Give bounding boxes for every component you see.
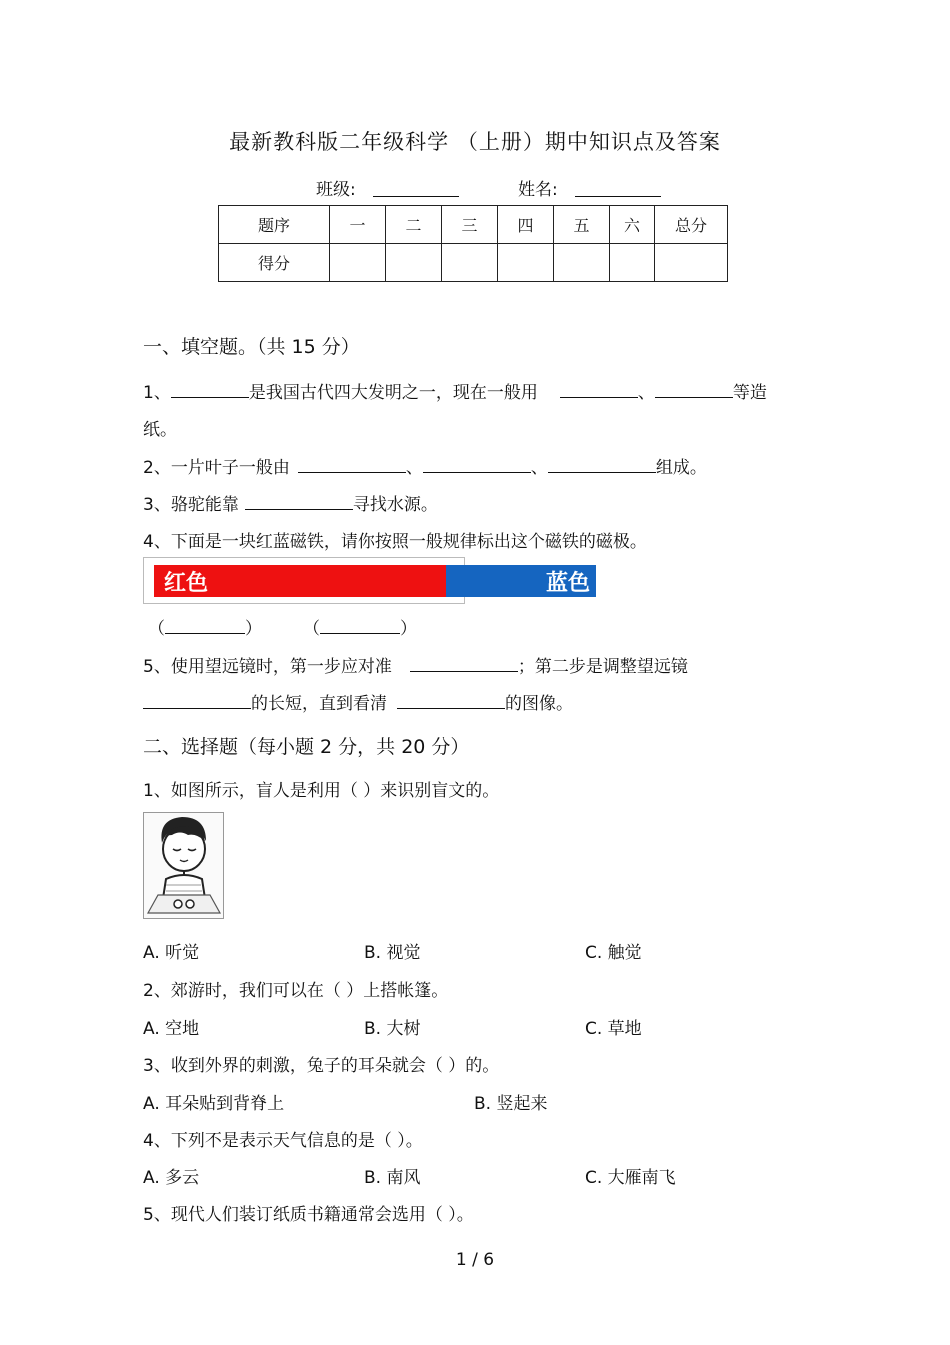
s1-question-1-cont: 纸。 bbox=[143, 420, 177, 440]
page-title: 最新教科版二年级科学 （上册）期中知识点及答案 bbox=[229, 130, 721, 154]
score-input-cell[interactable] bbox=[442, 244, 498, 282]
s2-q1-option-b[interactable]: B. 视觉 bbox=[364, 943, 421, 963]
magnet-blue-label: 蓝色 bbox=[545, 571, 590, 596]
q-text: 寻找水源。 bbox=[352, 495, 438, 515]
s2-q3-option-a[interactable]: A. 耳朵贴到背脊上 bbox=[143, 1094, 285, 1114]
s1-question-1 bbox=[143, 378, 767, 403]
paren: （ bbox=[148, 619, 165, 639]
s1-question-5-cont bbox=[143, 689, 573, 714]
answer-blank[interactable] bbox=[548, 455, 656, 473]
score-cell: 六 bbox=[610, 206, 655, 244]
paren: ） bbox=[400, 619, 417, 639]
answer-blank[interactable] bbox=[171, 380, 249, 398]
name-field[interactable] bbox=[575, 196, 661, 197]
score-cell: 三 bbox=[442, 206, 498, 244]
magnet-answer-right bbox=[303, 614, 417, 639]
q-text: 是我国古代四大发明之一，现在一般用 bbox=[248, 383, 538, 403]
q-text: 2、一片叶子一般由 bbox=[143, 458, 290, 478]
score-input-cell[interactable] bbox=[330, 244, 386, 282]
magnet-answer-left bbox=[148, 614, 262, 639]
q-text: 等造 bbox=[732, 383, 767, 403]
score-table-score-row bbox=[219, 244, 728, 282]
q-text: 1、 bbox=[143, 383, 171, 403]
q-text: 3、骆驼能靠 bbox=[143, 495, 239, 515]
s2-q4-option-c[interactable]: C. 大雁南飞 bbox=[585, 1168, 676, 1188]
paren: （ bbox=[303, 619, 320, 639]
section1-heading: 一、填空题。（共 15 分） bbox=[143, 336, 360, 358]
score-input-cell[interactable] bbox=[610, 244, 655, 282]
s1-question-3 bbox=[143, 490, 438, 515]
q-text: 、 bbox=[637, 383, 655, 403]
q-text: ；第二步是调整望远镜 bbox=[517, 657, 688, 677]
class-field[interactable] bbox=[373, 196, 459, 197]
s2-q3-option-b[interactable]: B. 竖起来 bbox=[474, 1094, 548, 1114]
s2-q2-option-a[interactable]: A. 空地 bbox=[143, 1019, 200, 1039]
answer-blank[interactable] bbox=[143, 691, 251, 709]
answer-blank[interactable] bbox=[298, 455, 406, 473]
magnet-image bbox=[143, 557, 590, 604]
s2-q1-option-a[interactable]: A. 听觉 bbox=[143, 943, 200, 963]
s2-q2-option-c[interactable]: C. 草地 bbox=[585, 1019, 642, 1039]
q-text: 、 bbox=[530, 458, 548, 478]
score-row-label: 得分 bbox=[219, 244, 330, 282]
magnet-blue-pole bbox=[446, 565, 596, 597]
score-table bbox=[218, 205, 728, 282]
answer-blank[interactable] bbox=[165, 616, 245, 634]
q-text: 组成。 bbox=[655, 458, 707, 478]
s1-question-4: 4、下面是一块红蓝磁铁，请你按照一般规律标出这个磁铁的磁极。 bbox=[143, 532, 647, 552]
magnet-red-pole bbox=[154, 565, 446, 597]
answer-blank[interactable] bbox=[397, 691, 505, 709]
name-label: 姓名: bbox=[518, 180, 558, 200]
q-text: 的图像。 bbox=[505, 694, 573, 714]
score-cell: 题序 bbox=[219, 206, 330, 244]
score-cell: 二 bbox=[386, 206, 442, 244]
score-cell: 总分 bbox=[655, 206, 728, 244]
score-cell: 五 bbox=[554, 206, 610, 244]
score-cell: 四 bbox=[498, 206, 554, 244]
s2-q4-option-a[interactable]: A. 多云 bbox=[143, 1168, 200, 1188]
s2-q4-option-b[interactable]: B. 南风 bbox=[364, 1168, 421, 1188]
answer-blank[interactable] bbox=[245, 492, 353, 510]
score-input-cell[interactable] bbox=[655, 244, 728, 282]
section2-heading: 二、选择题（每小题 2 分，共 20 分） bbox=[143, 736, 470, 758]
s1-question-5 bbox=[143, 652, 688, 677]
q-text: 、 bbox=[405, 458, 423, 478]
score-table-header-row bbox=[219, 206, 728, 244]
class-label: 班级: bbox=[316, 180, 356, 200]
magnet-red-label: 红色 bbox=[164, 571, 209, 596]
answer-blank[interactable] bbox=[410, 654, 518, 672]
page-number: 1 / 6 bbox=[455, 1250, 495, 1270]
blind-reader-image bbox=[143, 812, 224, 919]
boy-reading-braille-icon bbox=[144, 813, 223, 918]
s2-question-1: 1、如图所示，盲人是利用（ ）来识别盲文的。 bbox=[143, 781, 500, 801]
s2-q1-option-c[interactable]: C. 触觉 bbox=[585, 943, 642, 963]
answer-blank[interactable] bbox=[560, 380, 638, 398]
q-text: 的长短，直到看清 bbox=[251, 694, 387, 714]
s2-question-2: 2、郊游时，我们可以在（ ）上搭帐篷。 bbox=[143, 981, 449, 1001]
answer-blank[interactable] bbox=[655, 380, 733, 398]
score-input-cell[interactable] bbox=[554, 244, 610, 282]
score-input-cell[interactable] bbox=[498, 244, 554, 282]
s1-question-2 bbox=[143, 453, 707, 478]
score-cell: 一 bbox=[330, 206, 386, 244]
s2-question-4: 4、下列不是表示天气信息的是（ ）。 bbox=[143, 1131, 423, 1151]
answer-blank[interactable] bbox=[423, 455, 531, 473]
s2-question-5: 5、现代人们装订纸质书籍通常会选用（ ）。 bbox=[143, 1205, 474, 1225]
answer-blank[interactable] bbox=[320, 616, 400, 634]
paren: ） bbox=[245, 619, 262, 639]
q-text: 5、使用望远镜时，第一步应对准 bbox=[143, 657, 392, 677]
s2-q2-option-b[interactable]: B. 大树 bbox=[364, 1019, 421, 1039]
s2-question-3: 3、收到外界的刺激，兔子的耳朵就会（ ）的。 bbox=[143, 1056, 500, 1076]
score-input-cell[interactable] bbox=[386, 244, 442, 282]
